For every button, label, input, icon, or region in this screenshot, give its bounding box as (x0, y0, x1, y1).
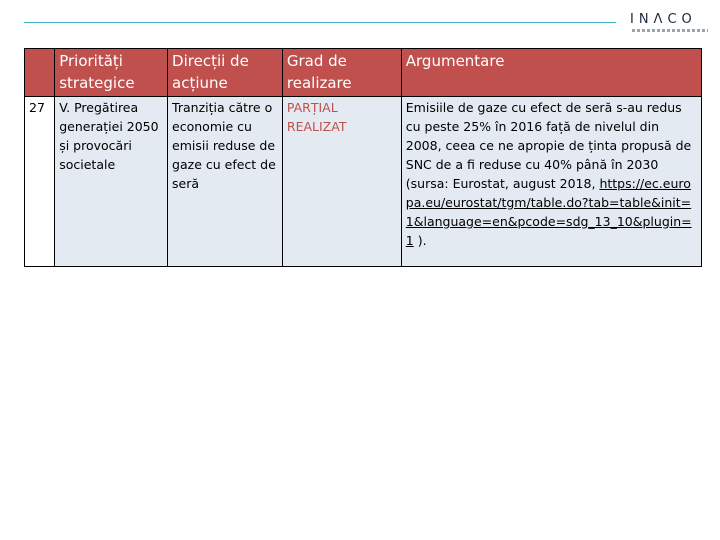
header-number-cell (25, 49, 55, 97)
strategy-table (24, 48, 702, 267)
inaco-logo (630, 8, 710, 38)
row-number: 27 (25, 97, 55, 267)
row-priority: V. Pregătirea generației 2050 și provocări societale (55, 97, 168, 267)
header-divider-line (24, 22, 616, 23)
eurostat-link[interactable]: https://ec.europa.eu/eurostat/tgm/table.do?tab=table&init=1&language=en&pcode=sdg_13_10&plugin=1 (405, 176, 692, 248)
table-header-row (25, 49, 702, 97)
header-priorities: Priorități strategice (55, 49, 168, 97)
header-directions: Direcții de acțiune (168, 49, 283, 97)
row-argument (401, 97, 701, 267)
argument-text: Emisiile de gaze cu efect de seră s-au redus cu peste 25% în 2016 față de nivelul din 2008, ceea ce ne apropie de ținta propusă de SNC de a fi reduse cu 40% până în 2030 (sursa: Eurostat, august 2018, (405, 100, 692, 191)
argument-end: ). (413, 233, 427, 248)
table-row (25, 97, 702, 267)
row-direction: Tranziția către o economie cu emisii reduse de gaze cu efect de seră (168, 97, 283, 267)
logo-wordmark: INΛCO (630, 12, 697, 27)
header-argument: Argumentare (401, 49, 701, 97)
logo-tagline-graphic (632, 29, 708, 32)
row-grade: PARȚIAL REALIZAT (282, 97, 401, 267)
header-grade: Grad de realizare (282, 49, 401, 97)
